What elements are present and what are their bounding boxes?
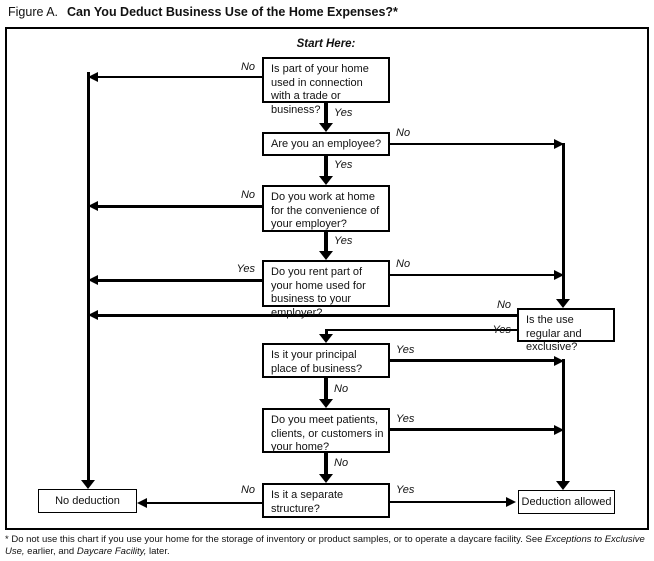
edge-structure-yes-label: Yes [396, 484, 415, 496]
footnote-text-2: earlier, and [24, 546, 77, 557]
edge-principal-no-line [324, 378, 328, 399]
edge-rent-no-label: No [396, 258, 411, 270]
right-lower-rail-arrowhead [556, 481, 570, 490]
edge-structure-no-line [145, 502, 262, 504]
node-separate-structure-question: Is it a separate structure? [262, 483, 390, 518]
edge-rent-no-line [390, 274, 556, 276]
edge-rent-no-arrowhead [554, 270, 564, 280]
edge-home-business-yes-label: Yes [334, 107, 353, 119]
edge-rent-yes-arrowhead [88, 275, 98, 285]
footnote-text-3: later. [146, 546, 170, 557]
figure-heading: Can You Deduct Business Use of the Home Expenses?* [67, 5, 398, 19]
edge-patients-no-arrowhead [319, 474, 333, 483]
edge-regular-no-label: No [496, 299, 511, 311]
footnote-text-1: * Do not use this chart if you use your home for the storage of inventory or product samples, or to operate a daycare facility. See [5, 534, 546, 545]
edge-regular-yes-arrowhead [319, 334, 333, 343]
edge-convenience-yes-label: Yes [334, 235, 353, 247]
right-lower-rail-line [562, 359, 565, 481]
node-no-deduction-result: No deduction [38, 489, 137, 513]
edge-patients-yes-label: Yes [396, 413, 415, 425]
node-principal-place-question: Is it your principal place of business? [262, 343, 390, 378]
edge-home-business-no-label: No [240, 61, 255, 73]
edge-principal-no-arrowhead [319, 399, 333, 408]
edge-principal-yes-line [390, 359, 556, 362]
node-convenience-question: Do you work at home for the convenience of your employer? [262, 185, 390, 232]
edge-convenience-yes-arrowhead [319, 251, 333, 260]
edge-home-business-no-line [97, 76, 262, 78]
edge-regular-yes-label: Yes [492, 324, 511, 336]
edge-convenience-no-arrowhead [88, 201, 98, 211]
edge-home-business-yes-line [324, 103, 328, 123]
edge-employee-yes-arrowhead [319, 176, 333, 185]
node-employee-question: Are you an employee? [262, 132, 390, 156]
edge-rent-yes-line [97, 279, 263, 282]
edge-employee-yes-label: Yes [334, 159, 353, 171]
start-here-label: Start Here: [296, 38, 356, 50]
edge-convenience-no-line [97, 205, 262, 208]
edge-rent-yes-label: Yes [236, 263, 255, 275]
edge-employee-yes-line [324, 156, 328, 176]
edge-patients-yes-line [390, 428, 556, 431]
edge-patients-yes-arrowhead [554, 425, 564, 435]
edge-structure-yes-arrowhead [506, 497, 516, 507]
node-home-business-question: Is part of your home used in connection with a trade or business? [262, 57, 390, 103]
edge-structure-no-arrowhead [137, 498, 147, 508]
node-deduction-allowed-result: Deduction allowed [518, 490, 615, 514]
figure-label: Figure A. [8, 5, 59, 19]
edge-convenience-no-label: No [240, 189, 255, 201]
edge-employee-no-line [390, 143, 556, 145]
edge-employee-no-label: No [396, 127, 411, 139]
right-upper-rail-arrowhead [556, 299, 570, 308]
edge-principal-yes-arrowhead [554, 356, 564, 366]
edge-principal-yes-label: Yes [396, 344, 415, 356]
left-rail-arrowhead [81, 480, 95, 489]
figure-title [8, 5, 398, 19]
node-meet-patients-question: Do you meet patients, clients, or customers in your home? [262, 408, 390, 453]
edge-regular-no-arrowhead [88, 310, 98, 320]
node-regular-exclusive-question: Is the use regular and exclusive? [517, 308, 615, 342]
node-rent-question: Do you rent part of your home used for business to your employer? [262, 260, 390, 307]
edge-patients-no-label: No [334, 457, 349, 469]
edge-home-business-yes-arrowhead [319, 123, 333, 132]
footnote [5, 534, 650, 558]
footnote-reference-daycare-facility: Daycare Facility, [76, 546, 147, 557]
footnote-reference-exclusive-use: Exceptions to Exclusive Use, [5, 534, 645, 557]
edge-structure-no-label: No [240, 484, 255, 496]
edge-employee-no-arrowhead [554, 139, 564, 149]
edge-convenience-yes-line [324, 232, 328, 251]
edge-patients-no-line [324, 453, 328, 474]
edge-home-business-no-arrowhead [88, 72, 98, 82]
edge-structure-yes-line [390, 501, 508, 503]
edge-principal-no-label: No [334, 383, 349, 395]
